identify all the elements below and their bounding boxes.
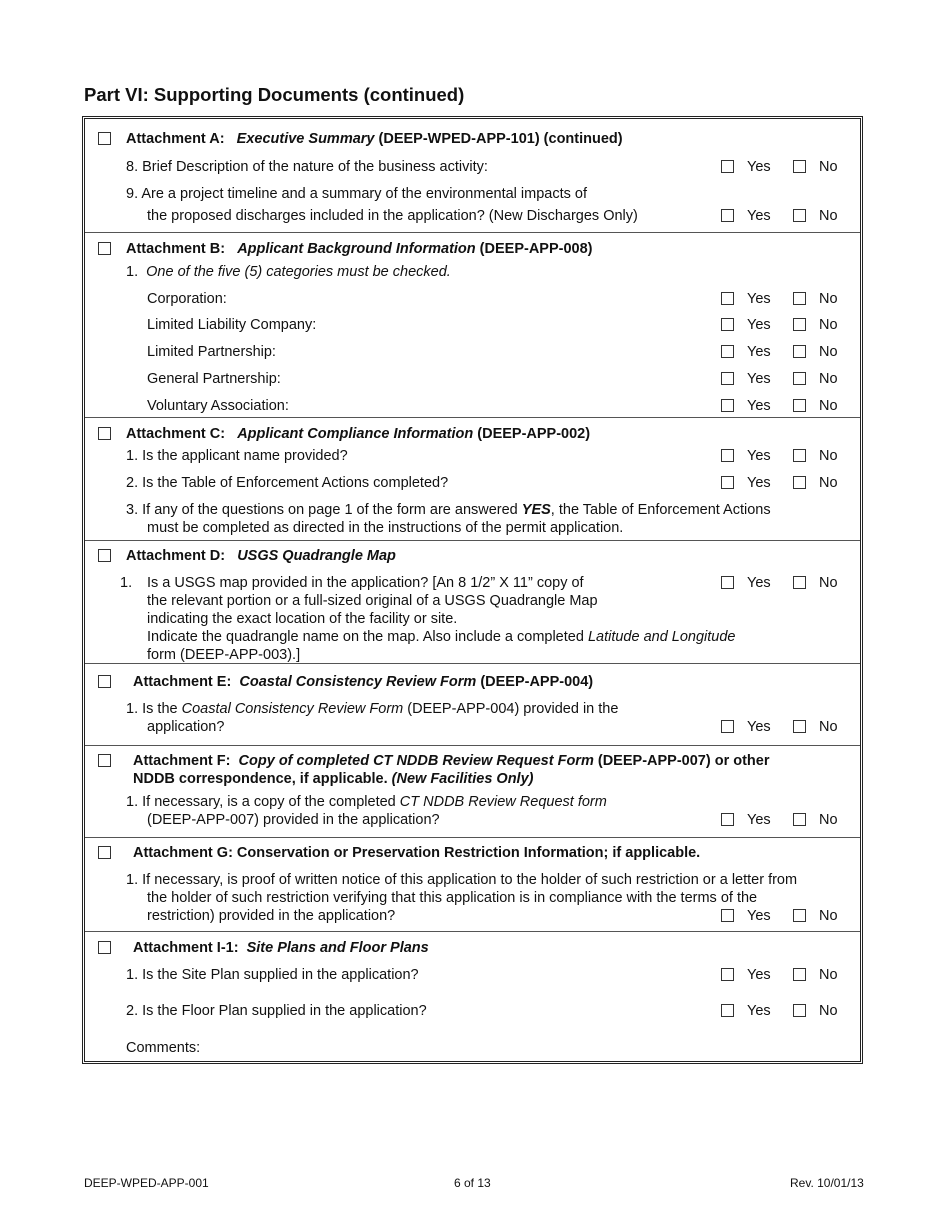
no-label: No	[819, 967, 838, 983]
no-checkbox[interactable]	[793, 576, 806, 589]
attachment-i1-q2-yes-no	[721, 1002, 851, 1020]
attachment-c-question-3-line2: must be completed as directed in the instructions of the permit application.	[147, 520, 624, 536]
category-voluntary-association: Voluntary Association:	[147, 398, 289, 414]
no-checkbox[interactable]	[793, 372, 806, 385]
no-checkbox[interactable]	[793, 399, 806, 412]
attachment-b-heading: Attachment B: Applicant Background Information (DEEP-APP-008)	[126, 241, 593, 257]
limited-partnership-yes-no	[721, 343, 851, 361]
no-label: No	[819, 159, 838, 175]
attachment-c-q1-yes-no	[721, 447, 851, 465]
general-partnership-yes-no	[721, 370, 851, 388]
attachment-e-heading: Attachment E: Coastal Consistency Review Form (DEEP-APP-004)	[133, 674, 594, 690]
attachment-d-heading: Attachment D: USGS Quadrangle Map	[126, 548, 396, 564]
yes-label: Yes	[747, 291, 771, 307]
attachment-f-checkbox[interactable]	[98, 754, 111, 767]
attachment-a-heading: Attachment A: Executive Summary (DEEP-WPED-APP-101) (continued)	[126, 131, 623, 147]
attachment-i1-question-2: 2. Is the Floor Plan supplied in the application?	[126, 1003, 427, 1019]
attachment-f-heading-line1: Attachment F: Copy of completed CT NDDB Review Request Form (DEEP-APP-007) or other	[133, 753, 770, 769]
attachment-c-checkbox[interactable]	[98, 427, 111, 440]
no-label: No	[819, 317, 838, 333]
no-label: No	[819, 812, 838, 828]
attachment-e-question-line1: 1. Is the Coastal Consistency Review Form (DEEP-APP-004) provided in the	[126, 701, 619, 717]
attachment-g-question-line3: restriction) provided in the application?	[147, 908, 396, 924]
attachment-e-q1-yes-no	[721, 718, 851, 736]
section-divider	[85, 417, 860, 418]
category-general-partnership: General Partnership:	[147, 371, 281, 387]
attachment-d-question-line3: indicating the exact location of the facility or site.	[147, 611, 458, 627]
comments-label: Comments:	[126, 1040, 201, 1056]
yes-checkbox[interactable]	[721, 476, 734, 489]
no-label: No	[819, 1003, 838, 1019]
attachment-f-heading-line2: NDDB correspondence, if applicable. (New Facilities Only)	[133, 771, 534, 787]
attachment-g-question-line2: the holder of such restriction verifying that this application is in compliance with the terms of the	[147, 890, 758, 906]
yes-checkbox[interactable]	[721, 968, 734, 981]
section-divider	[85, 540, 860, 541]
attachment-a-q8-yes-no	[721, 158, 851, 176]
yes-label: Yes	[747, 719, 771, 735]
yes-label: Yes	[747, 317, 771, 333]
corporation-yes-no	[721, 290, 851, 308]
yes-label: Yes	[747, 208, 771, 224]
page-title: Part VI: Supporting Documents (continued)	[84, 84, 465, 105]
yes-label: Yes	[747, 812, 771, 828]
section-divider	[85, 931, 860, 932]
no-checkbox[interactable]	[793, 209, 806, 222]
attachment-a-question-9-line2: the proposed discharges included in the application? (New Discharges Only)	[147, 208, 638, 224]
yes-checkbox[interactable]	[721, 372, 734, 385]
yes-label: Yes	[747, 344, 771, 360]
yes-label: Yes	[747, 967, 771, 983]
footer-revision: Rev. 10/01/13	[790, 1176, 864, 1190]
category-limited-partnership: Limited Partnership:	[147, 344, 276, 360]
attachment-d-question-number: 1.	[120, 575, 133, 591]
yes-checkbox[interactable]	[721, 813, 734, 826]
attachment-g-checkbox[interactable]	[98, 846, 111, 859]
no-label: No	[819, 371, 838, 387]
yes-checkbox[interactable]	[721, 345, 734, 358]
yes-checkbox[interactable]	[721, 720, 734, 733]
attachment-b-checkbox[interactable]	[98, 242, 111, 255]
attachment-c-q2-yes-no	[721, 474, 851, 492]
attachment-f-question-line2: (DEEP-APP-007) provided in the application?	[147, 812, 440, 828]
no-checkbox[interactable]	[793, 318, 806, 331]
attachment-c-question-3-line1: 3. If any of the questions on page 1 of the form are answered YES, the Table of Enforcement Actions	[126, 502, 771, 518]
no-label: No	[819, 475, 838, 491]
yes-checkbox[interactable]	[721, 1004, 734, 1017]
attachment-d-checkbox[interactable]	[98, 549, 111, 562]
attachment-d-question-line5: form (DEEP-APP-003).]	[147, 647, 301, 663]
no-label: No	[819, 448, 838, 464]
no-checkbox[interactable]	[793, 813, 806, 826]
attachment-d-question-line4: Indicate the quadrangle name on the map. Also include a completed Latitude and Longitude	[147, 629, 736, 645]
attachment-b-question-1: 1. One of the five (5) categories must be checked.	[126, 264, 451, 280]
section-divider	[85, 837, 860, 838]
no-label: No	[819, 208, 838, 224]
attachment-e-question-line2: application?	[147, 719, 225, 735]
no-label: No	[819, 719, 838, 735]
yes-checkbox[interactable]	[721, 292, 734, 305]
attachment-a-checkbox[interactable]	[98, 132, 111, 145]
no-label: No	[819, 344, 838, 360]
attachment-c-heading: Attachment C: Applicant Compliance Information (DEEP-APP-002)	[126, 426, 591, 442]
attachment-i1-q1-yes-no	[721, 966, 851, 984]
footer-form-id: DEEP-WPED-APP-001	[84, 1176, 209, 1190]
yes-checkbox[interactable]	[721, 909, 734, 922]
yes-label: Yes	[747, 575, 771, 591]
no-checkbox[interactable]	[793, 1004, 806, 1017]
no-label: No	[819, 575, 838, 591]
no-checkbox[interactable]	[793, 345, 806, 358]
yes-checkbox[interactable]	[721, 399, 734, 412]
no-checkbox[interactable]	[793, 476, 806, 489]
yes-checkbox[interactable]	[721, 160, 734, 173]
attachment-g-q1-yes-no	[721, 907, 851, 925]
yes-label: Yes	[747, 159, 771, 175]
attachment-c-question-2: 2. Is the Table of Enforcement Actions completed?	[126, 475, 449, 491]
attachment-g-heading: Attachment G: Conservation or Preservation Restriction Information; if applicable.	[133, 845, 701, 861]
attachment-g-question-line1: 1. If necessary, is proof of written notice of this application to the holder of such restriction or a letter from	[126, 872, 798, 888]
yes-label: Yes	[747, 908, 771, 924]
attachment-d-question-line2: the relevant portion or a full-sized original of a USGS Quadrangle Map	[147, 593, 598, 609]
no-checkbox[interactable]	[793, 449, 806, 462]
yes-label: Yes	[747, 1003, 771, 1019]
yes-checkbox[interactable]	[721, 209, 734, 222]
no-checkbox[interactable]	[793, 968, 806, 981]
yes-label: Yes	[747, 475, 771, 491]
section-divider	[85, 232, 860, 233]
attachment-d-q1-yes-no	[721, 574, 851, 592]
voluntary-association-yes-no	[721, 397, 851, 415]
section-divider	[85, 745, 860, 746]
no-label: No	[819, 398, 838, 414]
yes-checkbox[interactable]	[721, 449, 734, 462]
yes-checkbox[interactable]	[721, 318, 734, 331]
attachment-e-checkbox[interactable]	[98, 675, 111, 688]
attachment-d-question-line1: Is a USGS map provided in the application? [An 8 1/2” X 11” copy of	[147, 575, 584, 591]
no-checkbox[interactable]	[793, 292, 806, 305]
no-checkbox[interactable]	[793, 720, 806, 733]
attachment-f-question-line1: 1. If necessary, is a copy of the completed CT NDDB Review Request form	[126, 794, 607, 810]
attachment-a-question-8: 8. Brief Description of the nature of the business activity:	[126, 159, 488, 175]
attachment-f-q1-yes-no	[721, 811, 851, 829]
supporting-documents-table	[82, 116, 863, 1064]
section-divider	[85, 663, 860, 664]
yes-label: Yes	[747, 398, 771, 414]
attachment-i1-heading: Attachment I-1: Site Plans and Floor Plans	[133, 940, 429, 956]
footer-page-number: 6 of 13	[454, 1176, 491, 1190]
attachment-i1-checkbox[interactable]	[98, 941, 111, 954]
no-label: No	[819, 291, 838, 307]
no-label: No	[819, 908, 838, 924]
attachment-a-q9-yes-no	[721, 207, 851, 225]
no-checkbox[interactable]	[793, 160, 806, 173]
attachment-c-question-1: 1. Is the applicant name provided?	[126, 448, 348, 464]
yes-label: Yes	[747, 371, 771, 387]
llc-yes-no	[721, 316, 851, 334]
yes-label: Yes	[747, 448, 771, 464]
yes-checkbox[interactable]	[721, 576, 734, 589]
no-checkbox[interactable]	[793, 909, 806, 922]
category-corporation: Corporation:	[147, 291, 227, 307]
attachment-i1-question-1: 1. Is the Site Plan supplied in the application?	[126, 967, 419, 983]
attachment-a-question-9-line1: 9. Are a project timeline and a summary of the environmental impacts of	[126, 186, 587, 202]
category-llc: Limited Liability Company:	[147, 317, 317, 333]
